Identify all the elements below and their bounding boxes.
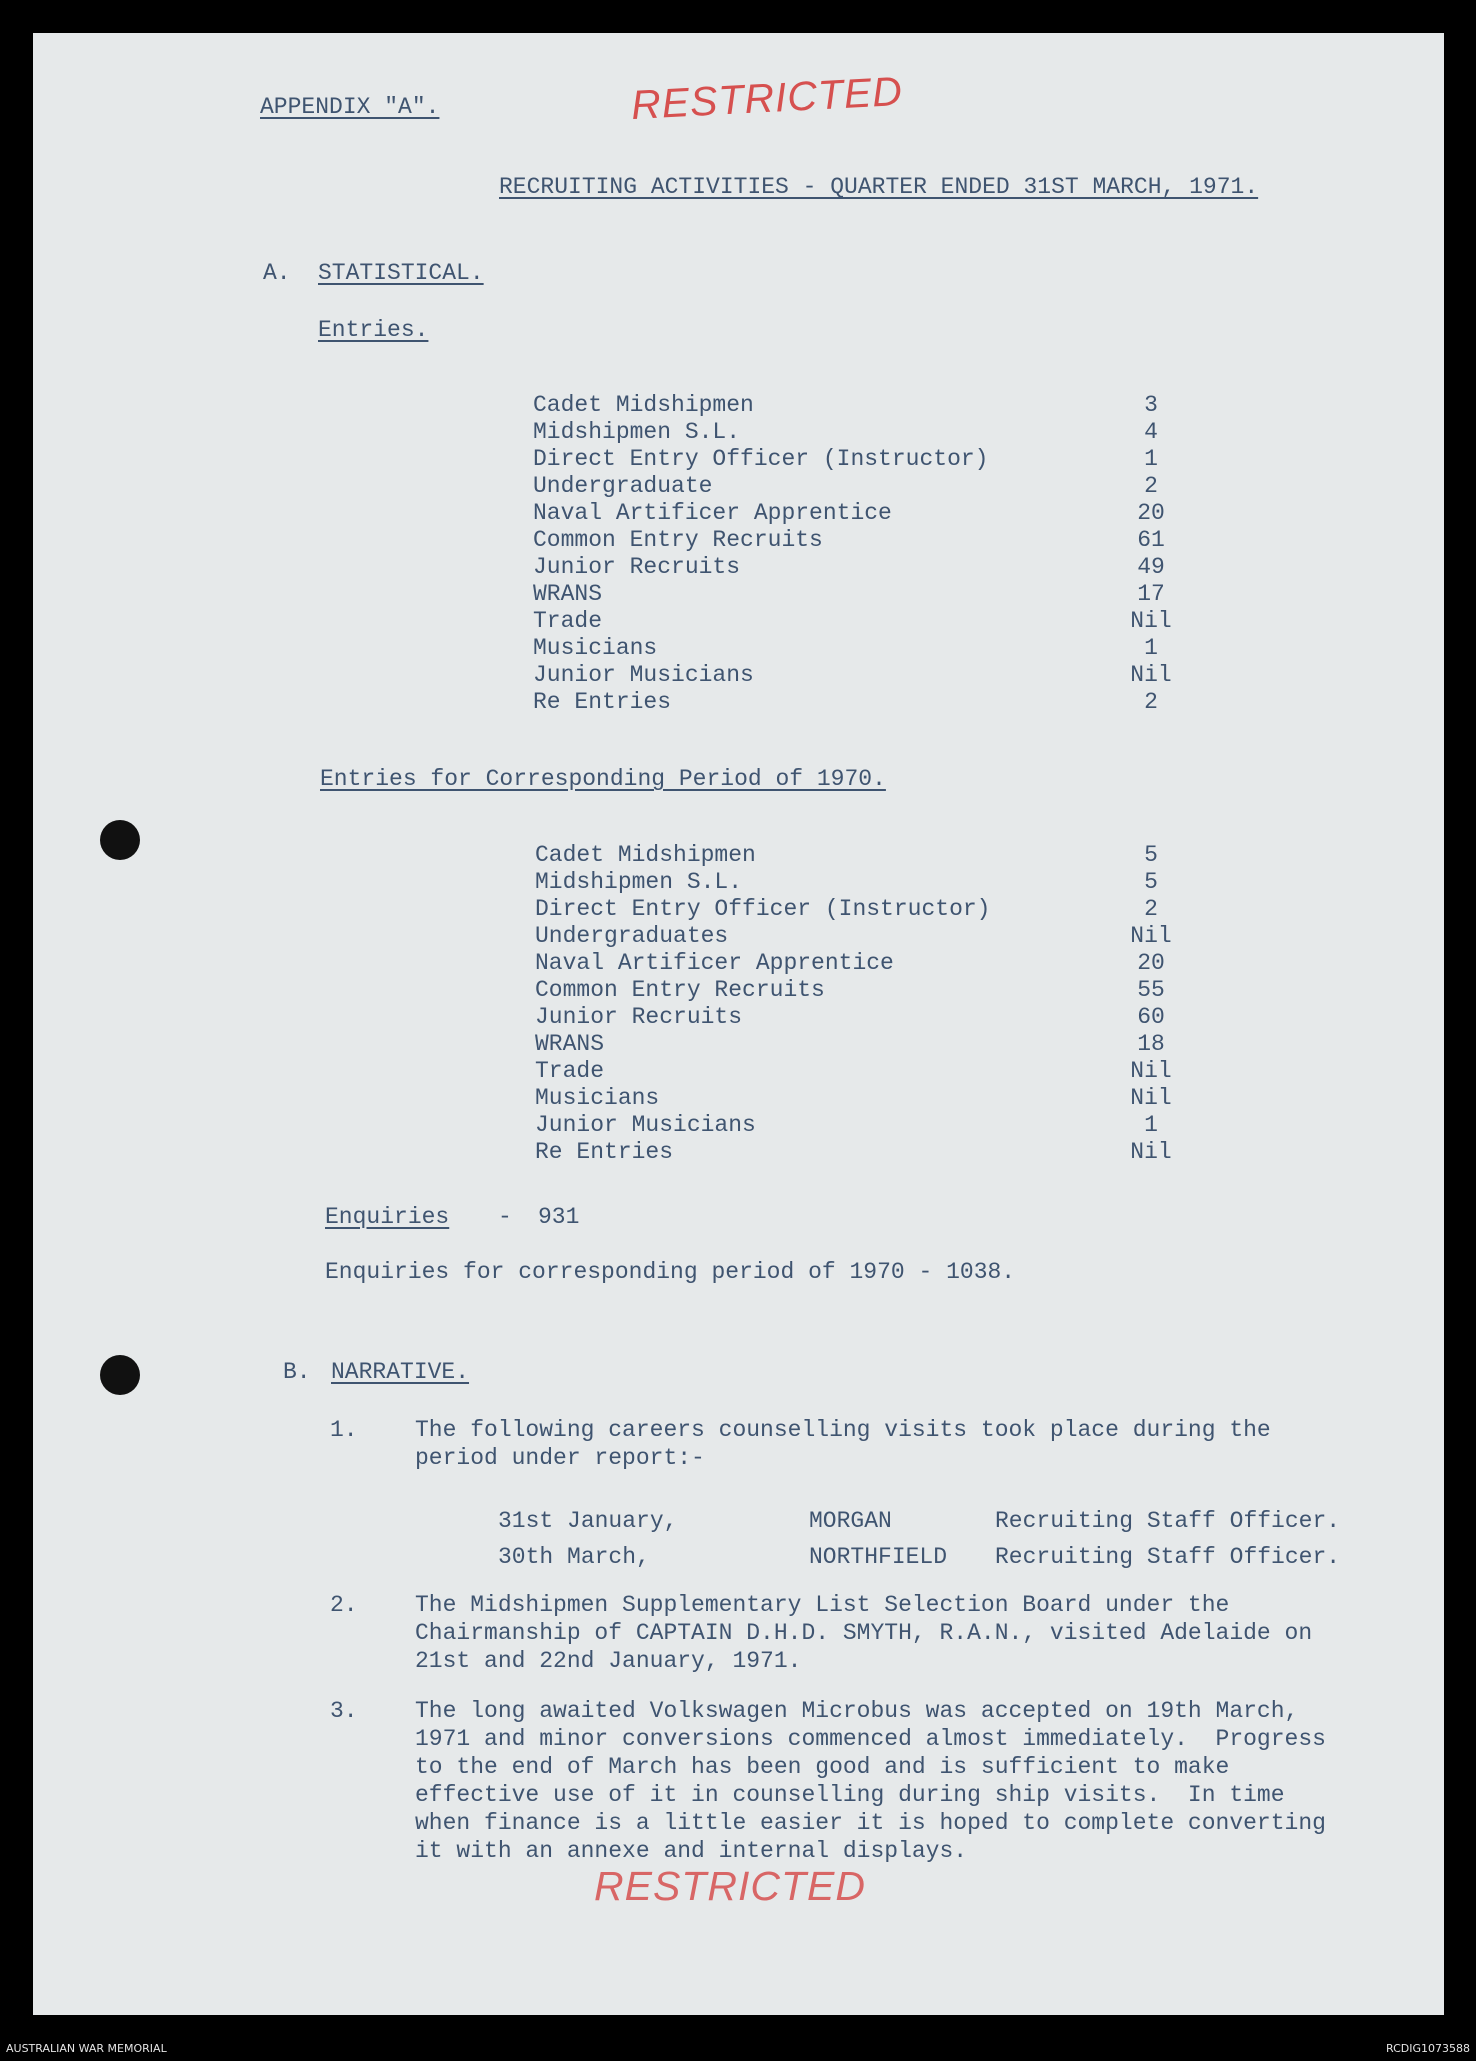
- visit-date: 31st January,: [498, 1508, 678, 1534]
- entry-value: 20: [1137, 950, 1165, 976]
- entry-label: Junior Recruits: [535, 1004, 743, 1030]
- restricted-stamp-top: RESTRICTED: [629, 67, 904, 129]
- para-line: The Midshipmen Supplementary List Selection Board under the: [415, 1592, 1230, 1618]
- entry-label: Undergraduate: [533, 473, 713, 499]
- entry-value: 61: [1137, 527, 1165, 553]
- entry-label: Junior Musicians: [535, 1112, 756, 1138]
- para-line: 1971 and minor conversions commenced almost immediately. Progress: [415, 1726, 1326, 1752]
- enquiries-dash: -: [498, 1204, 512, 1230]
- entry-label: Direct Entry Officer (Instructor): [533, 446, 989, 472]
- entry-value: 3: [1144, 392, 1158, 418]
- section-a-heading: STATISTICAL.: [318, 260, 484, 286]
- entry-value: Nil: [1130, 608, 1172, 634]
- entry-label: WRANS: [533, 581, 603, 607]
- entry-value: 18: [1137, 1031, 1165, 1057]
- entry-value: 2: [1144, 689, 1158, 715]
- entry-value: 5: [1144, 869, 1158, 895]
- section-b-marker: B.: [283, 1359, 311, 1385]
- entry-value: 17: [1137, 581, 1165, 607]
- para-line: to the end of March has been good and is sufficient to make: [415, 1754, 1230, 1780]
- punch-hole-bottom: [100, 1355, 140, 1395]
- entry-label: Musicians: [535, 1085, 660, 1111]
- enquiries-label: Enquiries: [325, 1204, 450, 1230]
- entry-value: Nil: [1130, 923, 1172, 949]
- entry-value: 1: [1144, 635, 1158, 661]
- para-3-number: 3.: [330, 1698, 358, 1724]
- para-3-text: [415, 1697, 1326, 1865]
- para-line: effective use of it in counselling during ship visits. In time: [415, 1782, 1285, 1808]
- para-line: The long awaited Volkswagen Microbus was accepted on 19th March,: [415, 1698, 1299, 1724]
- section-a-marker: A.: [263, 260, 291, 286]
- entry-label: WRANS: [535, 1031, 605, 1057]
- entry-value: 4: [1144, 419, 1158, 445]
- entries-1970-heading: Entries for Corresponding Period of 1970.: [320, 766, 886, 792]
- entry-label: Cadet Midshipmen: [535, 842, 756, 868]
- visit-name: MORGAN: [809, 1508, 892, 1534]
- entry-value: Nil: [1130, 1085, 1172, 1111]
- entry-value: 20: [1137, 500, 1165, 526]
- entry-value: 49: [1137, 554, 1165, 580]
- para-line: Chairmanship of CAPTAIN D.H.D. SMYTH, R.A.N., visited Adelaide on: [415, 1620, 1313, 1646]
- entries-heading: Entries.: [318, 317, 429, 343]
- entry-label: Common Entry Recruits: [533, 527, 823, 553]
- entry-value: Nil: [1130, 1139, 1172, 1165]
- entry-label: Trade: [535, 1058, 605, 1084]
- entry-label: Musicians: [533, 635, 658, 661]
- document-title: RECRUITING ACTIVITIES - QUARTER ENDED 31ST MARCH, 1971.: [499, 174, 1259, 200]
- entry-label: Midshipmen S.L.: [533, 419, 741, 445]
- entry-value: 60: [1137, 1004, 1165, 1030]
- footer-source: AUSTRALIAN WAR MEMORIAL: [6, 2042, 167, 2055]
- entry-value: Nil: [1130, 662, 1172, 688]
- entry-label: Naval Artificer Apprentice: [535, 950, 894, 976]
- enquiries-value: 931: [538, 1204, 580, 1230]
- para-2-text: [415, 1591, 1312, 1675]
- entry-label: Re Entries: [533, 689, 672, 715]
- appendix-label: APPENDIX "A".: [260, 94, 440, 120]
- para-line: The following careers counselling visits took place during the: [415, 1417, 1271, 1443]
- entry-label: Junior Musicians: [533, 662, 754, 688]
- entry-value: 5: [1144, 842, 1158, 868]
- entry-label: Trade: [533, 608, 603, 634]
- para-line: 21st and 22nd January, 1971.: [415, 1648, 802, 1674]
- entry-label: Naval Artificer Apprentice: [533, 500, 892, 526]
- entry-label: Midshipmen S.L.: [535, 869, 743, 895]
- enquiries-1970: Enquiries for corresponding period of 1970 - 1038.: [325, 1259, 1016, 1285]
- para-line: when finance is a little easier it is hoped to complete converting: [415, 1810, 1326, 1836]
- visit-role: Recruiting Staff Officer.: [995, 1544, 1341, 1570]
- document-page: [33, 33, 1444, 2015]
- para-1-text: [415, 1416, 1271, 1472]
- visit-name: NORTHFIELD: [809, 1544, 948, 1570]
- restricted-stamp-bottom: RESTRICTED: [594, 1863, 866, 1909]
- punch-hole-top: [100, 820, 140, 860]
- para-line: it with an annexe and internal displays.: [415, 1838, 968, 1864]
- entry-label: Junior Recruits: [533, 554, 741, 580]
- entry-label: Re Entries: [535, 1139, 674, 1165]
- entry-label: Direct Entry Officer (Instructor): [535, 896, 991, 922]
- entry-value: 1: [1144, 1112, 1158, 1138]
- para-line: period under report:-: [415, 1445, 705, 1471]
- entry-label: Common Entry Recruits: [535, 977, 825, 1003]
- entry-value: 2: [1144, 473, 1158, 499]
- entry-label: Undergraduates: [535, 923, 729, 949]
- para-1-number: 1.: [330, 1417, 358, 1443]
- entry-value: 55: [1137, 977, 1165, 1003]
- entry-label: Cadet Midshipmen: [533, 392, 754, 418]
- visit-role: Recruiting Staff Officer.: [995, 1508, 1341, 1534]
- para-2-number: 2.: [330, 1592, 358, 1618]
- entry-value: Nil: [1130, 1058, 1172, 1084]
- footer-id: RCDIG1073588: [1385, 2042, 1470, 2055]
- entry-value: 2: [1144, 896, 1158, 922]
- visit-date: 30th March,: [498, 1544, 650, 1570]
- entry-value: 1: [1144, 446, 1158, 472]
- section-b-heading: NARRATIVE.: [331, 1359, 470, 1385]
